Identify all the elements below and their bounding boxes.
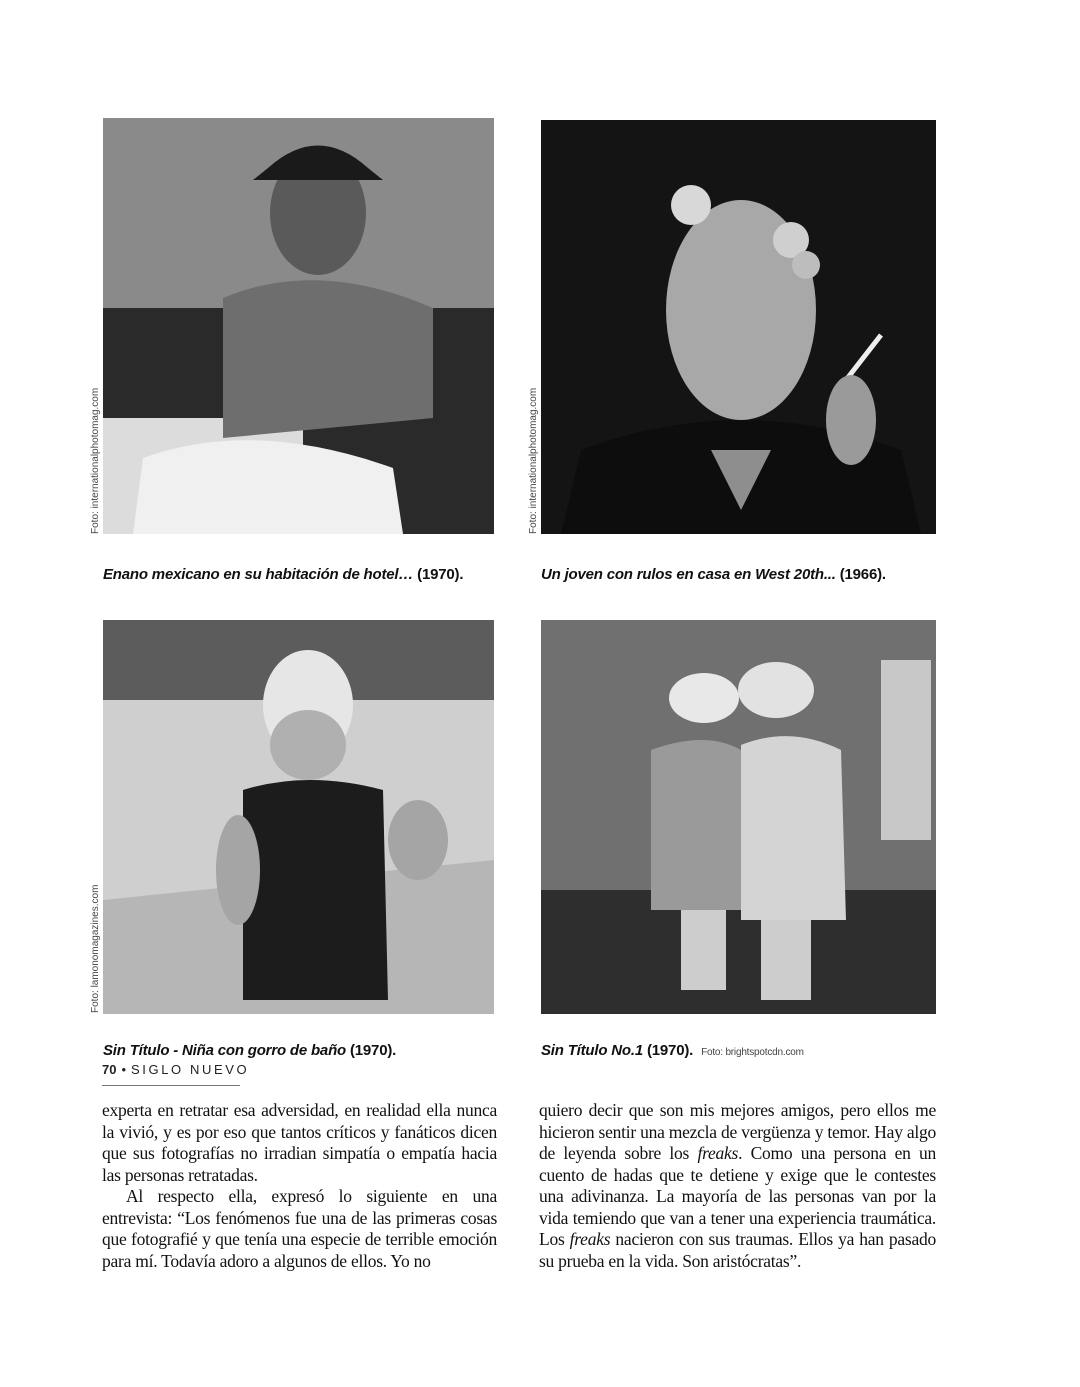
footer-separator: • <box>121 1062 127 1077</box>
magazine-name: SIGLO NUEVO <box>131 1062 250 1077</box>
article-column-left <box>102 1100 497 1272</box>
article-paragraph: experta en retratar esa adversidad, en realidad ella nunca la vivió, y es por eso que tantos críticos y fanáticos dicen que sus fotografías no irradian simpatía o empatía hacia las personas retratadas. <box>102 1100 497 1185</box>
photo-credit: Foto: brightspotcdn.com <box>701 1047 804 1058</box>
photo-young-man-curlers <box>541 120 936 534</box>
photo-caption <box>541 566 886 583</box>
caption-year: (1970). <box>646 1042 694 1059</box>
caption-title: Sin Título No.1 <box>541 1042 643 1059</box>
caption-title: Un joven con rulos en casa en West 20th... <box>541 566 836 583</box>
caption-title: Enano mexicano en su habitación de hotel… <box>103 566 414 583</box>
article-paragraph: quiero decir que son mis mejores amigos, pero ellos me hicieron sentir una mezcla de vergüenza y temor. Hay algo de leyenda sobre los freaks. Como una persona en un cuento de hadas que te detiene y exige que le contestes una adivinanza. La mayoría de las personas van por la vida temiendo que van a tener una experiencia traumática. Los freaks nacieron con sus traumas. Ellos ya han pasado su prueba en la vida. Son aristócratas”. <box>539 1100 936 1271</box>
photo-girl-bathing-cap <box>103 620 494 1014</box>
article-column-right <box>539 1100 936 1272</box>
article-paragraph: Al respecto ella, expresó lo siguiente en una entrevista: “Los fenómenos fue una de las primeras cosas que fotografié y que tenía una especie de terrible emoción para mí. Todavía adoro a algunos de ellos. Yo no <box>102 1186 497 1271</box>
caption-year: (1970). <box>417 566 464 583</box>
footer-rule <box>102 1085 240 1086</box>
photo-credit: Foto: internationalphotomag.com <box>90 387 101 534</box>
caption-year: (1970). <box>349 1042 397 1059</box>
photo-caption <box>103 1042 396 1059</box>
photo-mexican-dwarf <box>103 118 494 534</box>
photo-credit: Foto: internationalphotomag.com <box>528 387 539 534</box>
photo-caption <box>103 566 463 583</box>
photo-caption <box>541 1042 804 1059</box>
caption-title: Sin Título - Niña con gorro de baño <box>103 1042 346 1059</box>
photo-two-women-hats <box>541 620 936 1014</box>
caption-year: (1966). <box>839 566 886 583</box>
photo-credit: Foto: lamonomagazines.com <box>90 884 101 1013</box>
page-footer <box>102 1062 249 1077</box>
page-number: 70 <box>102 1062 117 1077</box>
